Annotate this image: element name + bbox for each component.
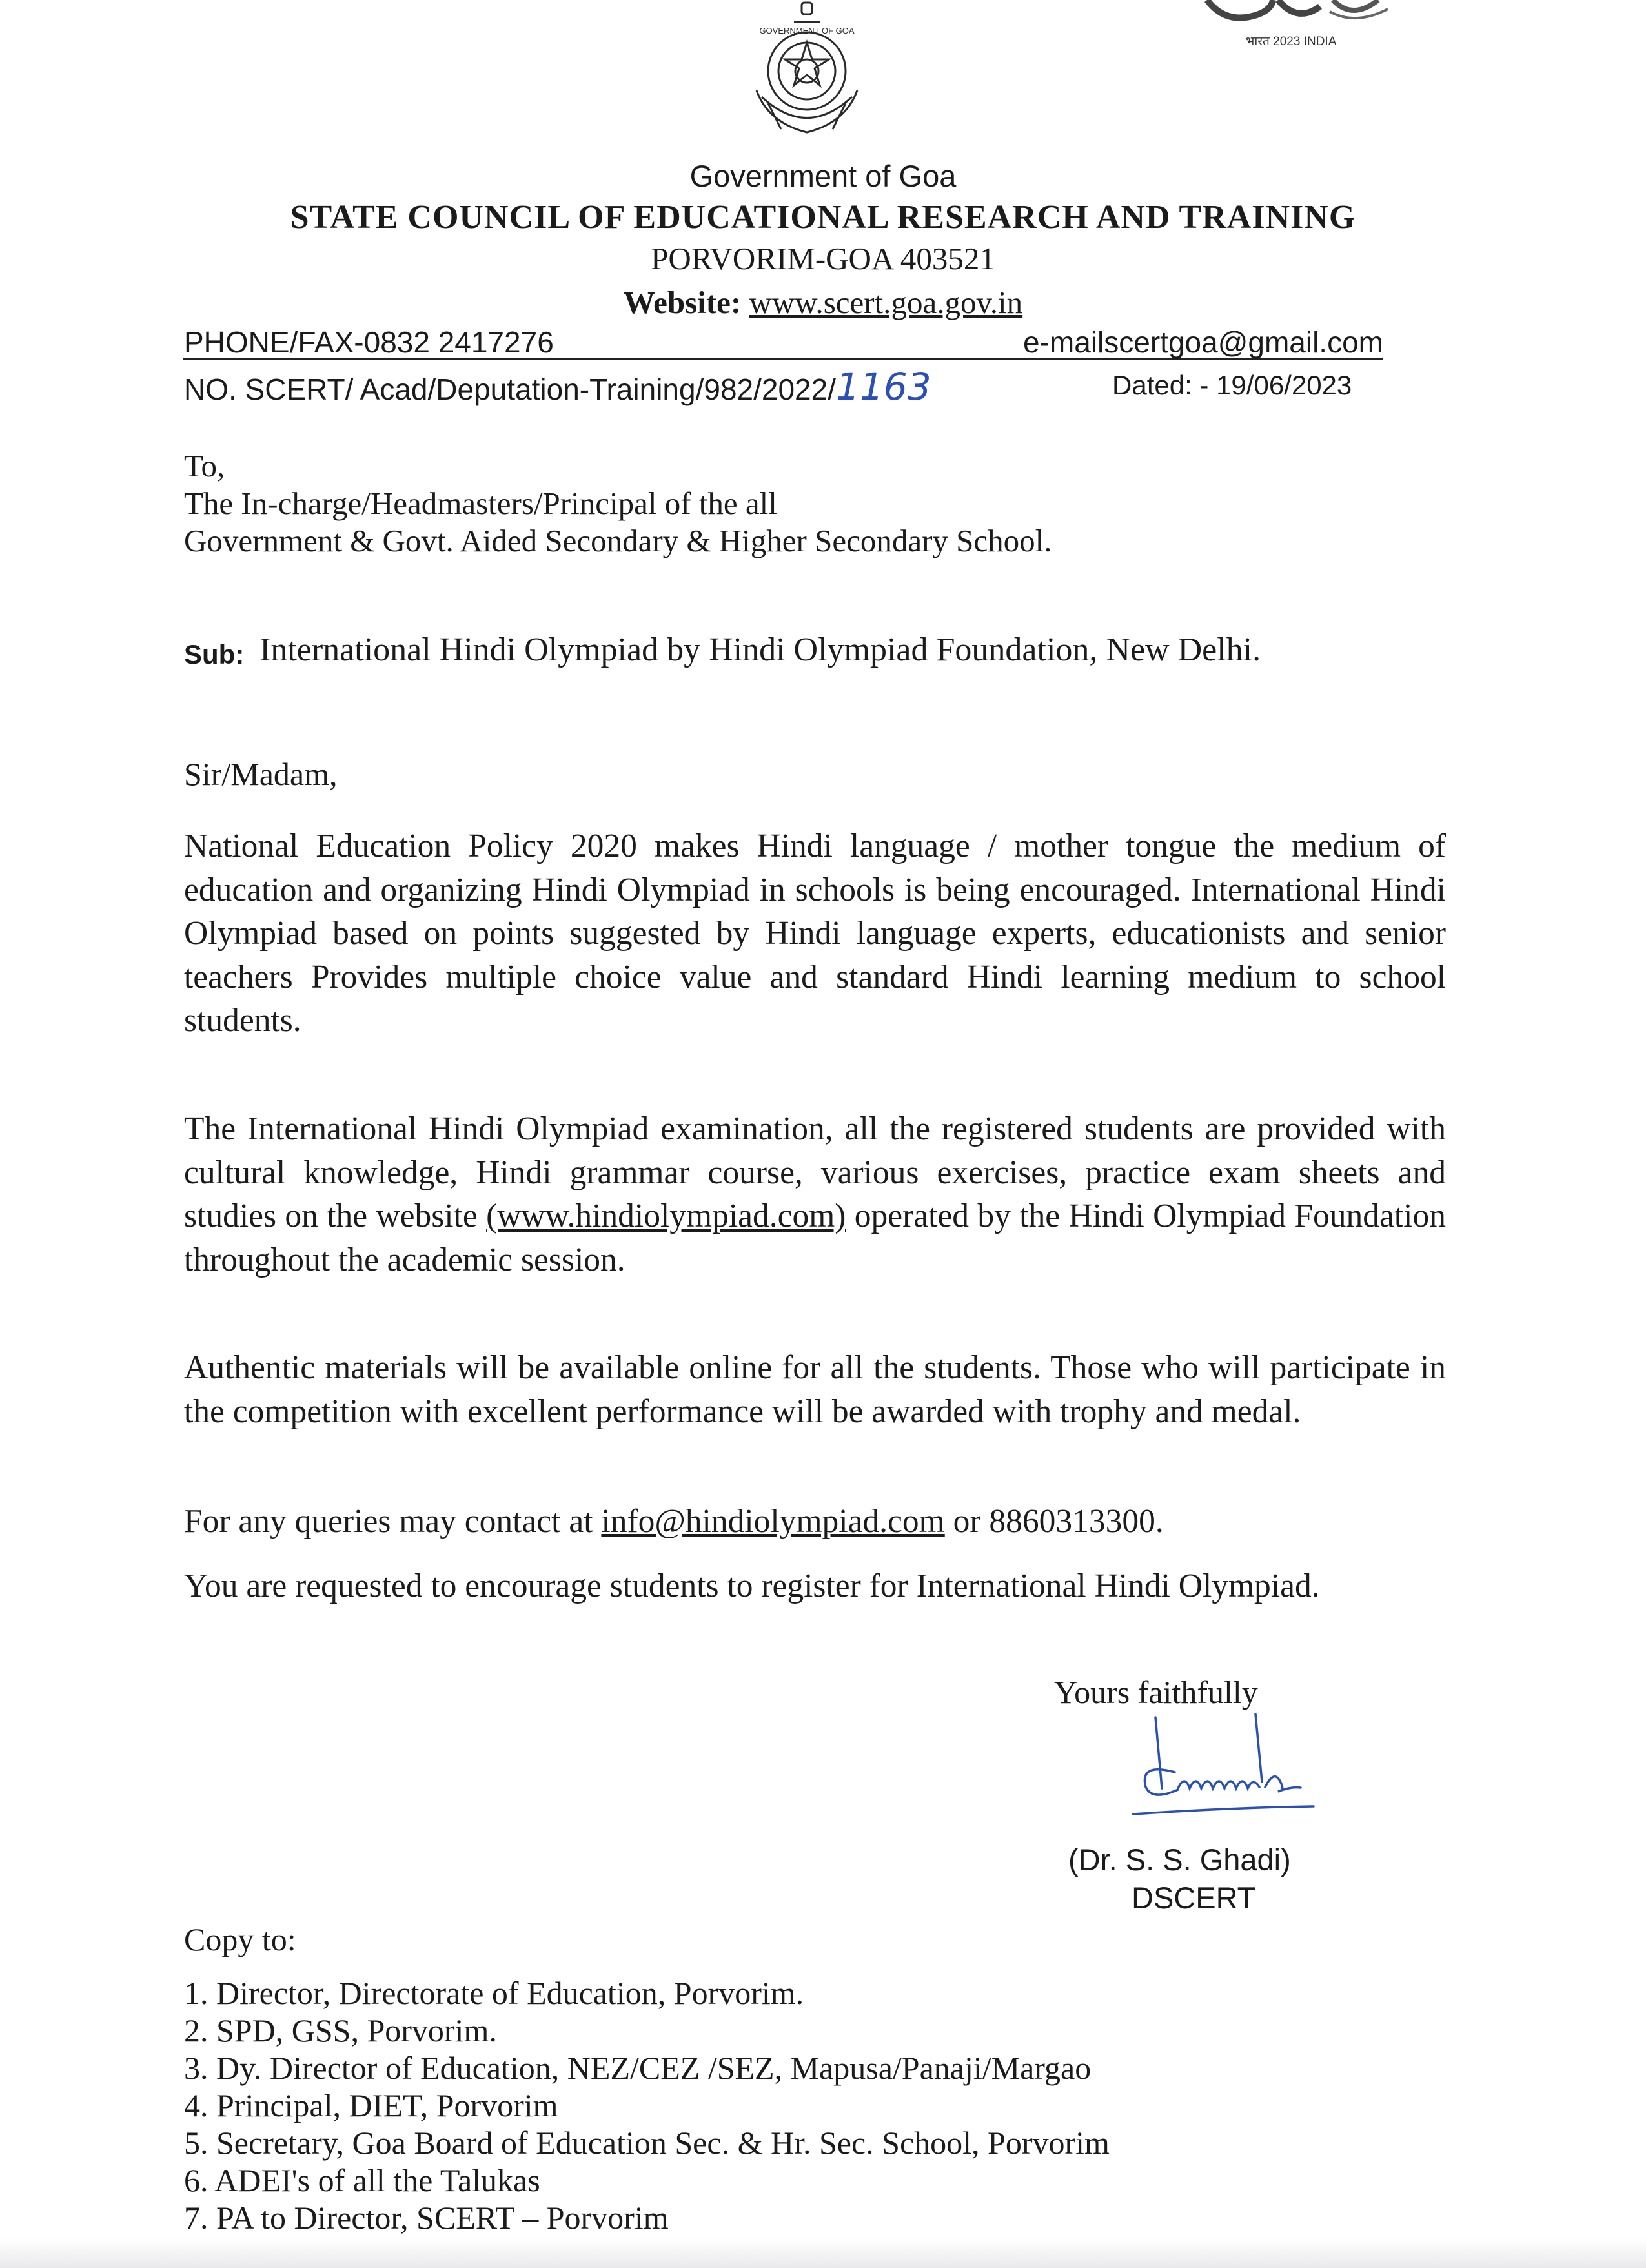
addressee-to: To, xyxy=(184,448,225,484)
copy-item-3: 3. Dy. Director of Education, NEZ/CEZ /SEZ, Mapusa/Panaji/Margao xyxy=(184,2050,1092,2086)
header-email[interactable]: e-mailscertgoa@gmail.com xyxy=(1023,325,1383,359)
signature-icon xyxy=(1101,1711,1333,1827)
website-line xyxy=(0,284,1646,321)
g20-logo-icon xyxy=(1201,0,1407,58)
body-paragraph-3: Authentic materials will be available online for all the students. Those who will participate in the competition with excellent performance will be awarded with trophy and medal. xyxy=(184,1349,1446,1430)
body-paragraph-1: National Education Policy 2020 makes Hindi language / mother tongue the medium of education and organizing Hindi Olympiad in schools is being encouraged. International Hindi Olympiad based on points suggested by Hindi language experts, educationists and senior teachers Provides multiple choice value and standard Hindi learning medium to school students. xyxy=(184,828,1446,1039)
scan-bottom-edge xyxy=(0,2238,1646,2268)
hindi-olympiad-link[interactable]: (www.hindiolympiad.com) xyxy=(486,1198,846,1234)
salutation: Sir/Madam, xyxy=(184,756,338,792)
ref-number: NO. SCERT/ Acad/Deputation-Training/982/2022/ xyxy=(184,373,837,406)
g20-caption: भारत 2023 INDIA xyxy=(1246,35,1337,48)
dated: Dated: - 19/06/2023 xyxy=(1112,370,1352,400)
body-paragraph-2 xyxy=(184,1107,1446,1282)
addressee-line-1: The In-charge/Headmasters/Principal of the all xyxy=(184,485,777,521)
addressee-line-2: Government & Govt. Aided Secondary & Higher Secondary School. xyxy=(184,523,1052,558)
copy-to-list xyxy=(184,1974,1110,2236)
government-line: Government of Goa xyxy=(689,159,957,193)
yours-faithfully: Yours faithfully xyxy=(1054,1674,1258,1710)
reference-line xyxy=(184,365,931,409)
copy-item-4: 4. Principal, DIET, Porvorim xyxy=(184,2087,558,2123)
body-paragraph-4 xyxy=(184,1500,1446,1544)
copy-item-6: 6. ADEI's of all the Talukas xyxy=(184,2162,540,2198)
copy-item-7: 7. PA to Director, SCERT – Porvorim xyxy=(184,2200,669,2236)
subject-text: International Hindi Olympiad by Hindi Olympiad Foundation, New Delhi. xyxy=(259,631,1261,668)
signatory-designation: DSCERT xyxy=(1132,1881,1256,1915)
council-name: STATE COUNCIL OF EDUCATIONAL RESEARCH AND TRAINING xyxy=(290,199,1356,236)
copy-to-title: Copy to: xyxy=(184,1921,296,1957)
contact-email-link[interactable]: info@hindiolympiad.com xyxy=(601,1503,945,1540)
phone-fax: PHONE/FAX-0832 2417276 xyxy=(184,325,554,359)
copy-item-2: 2. SPD, GSS, Porvorim. xyxy=(184,2012,497,2048)
p2-text-b: operated by the Hindi Olympiad Foundation throughout the academic session. xyxy=(184,1198,1446,1278)
goa-emblem-icon xyxy=(742,0,871,148)
subject-label: Sub: xyxy=(184,639,245,669)
p4-text-b: or 8860313300. xyxy=(944,1503,1164,1540)
body-paragraph-5: You are requested to encourage students to register for International Hindi Olympiad. xyxy=(184,1568,1320,1604)
website-label: Website: xyxy=(623,285,742,320)
website-link[interactable]: www.scert.goa.gov.in xyxy=(749,285,1023,320)
addressee-block xyxy=(184,447,1052,560)
p2-text-a: The International Hindi Olympiad examination, all the registered students are provided with cultural knowledge, Hindi grammar course, various exercises, practice exam sheets and studies on the website xyxy=(184,1110,1446,1234)
handwritten-ref: 1163 xyxy=(836,365,931,409)
copy-item-1: 1. Director, Directorate of Education, Porvorim. xyxy=(184,1975,804,2011)
council-address: PORVORIM-GOA 403521 xyxy=(651,241,995,276)
signatory-name: (Dr. S. S. Ghadi) xyxy=(1068,1843,1291,1877)
p4-text-a: For any queries may contact at xyxy=(184,1503,602,1540)
svg-text:GOVERNMENT OF GOA: GOVERNMENT OF GOA xyxy=(759,26,855,36)
copy-item-5: 5. Secretary, Goa Board of Education Sec. & Hr. Sec. School, Porvorim xyxy=(184,2125,1110,2161)
